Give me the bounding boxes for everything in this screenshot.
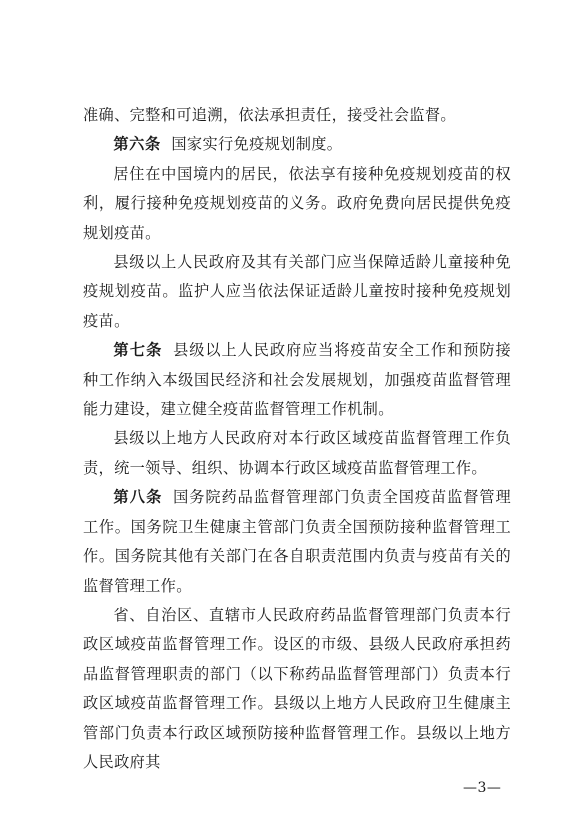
paragraph-continuation <box>83 101 511 130</box>
paragraph <box>83 424 511 483</box>
article-label: 第八条 <box>113 488 163 507</box>
paragraph-text: 县级以上地方人民政府对本行政区域疫苗监督管理工作负责，统一领导、组织、协调本行政区域疫苗监督管理工作。 <box>83 429 511 477</box>
paragraph-text: 居住在中国境内的居民，依法享有接种免疫规划疫苗的权利，履行接种免疫规划疫苗的义务。政府免费向居民提供免疫规划疫苗。 <box>83 164 511 242</box>
paragraph-article-6 <box>83 130 511 159</box>
paragraph-article-8 <box>83 483 511 601</box>
paragraph-article-7 <box>83 336 511 424</box>
paragraph-text: 国家实行免疫规划制度。 <box>171 135 343 154</box>
document-body <box>83 101 511 777</box>
paragraph <box>83 160 511 248</box>
paragraph-text: 准确、完整和可追溯，依法承担责任，接受社会监督。 <box>83 106 456 124</box>
paragraph-text: 县级以上人民政府及其有关部门应当保障适龄儿童接种免疫规划疫苗。监护人应当依法保证适龄儿童按时接种免疫规划疫苗。 <box>83 253 511 330</box>
page-number: —3— <box>463 780 502 796</box>
paragraph <box>83 248 511 336</box>
paragraph-text: 县级以上人民政府应当将疫苗安全工作和预防接种工作纳入本级国民经济和社会发展规划，加强疫苗监督管理能力建设，建立健全疫苗监督管理工作机制。 <box>83 341 511 419</box>
article-label: 第七条 <box>113 341 163 360</box>
paragraph <box>83 601 511 777</box>
paragraph-text: 国务院药品监督管理部门负责全国疫苗监督管理工作。国务院卫生健康主管部门负责全国预防接种监督管理工作。国务院其他有关部门在各自职责范围内负责与疫苗有关的监督管理工作。 <box>83 488 511 595</box>
article-label: 第六条 <box>113 135 161 154</box>
paragraph-text: 省、自治区、直辖市人民政府药品监督管理部门负责本行政区域疫苗监督管理工作。设区的市级、县级人民政府承担药品监督管理职责的部门（以下称药品监督管理部门）负责本行政区域疫苗监督管理工作。县级以上地方人民政府卫生健康主管部门负责本行政区域预防接种监督管理工作。县级以上地方人民政府其 <box>83 605 511 771</box>
